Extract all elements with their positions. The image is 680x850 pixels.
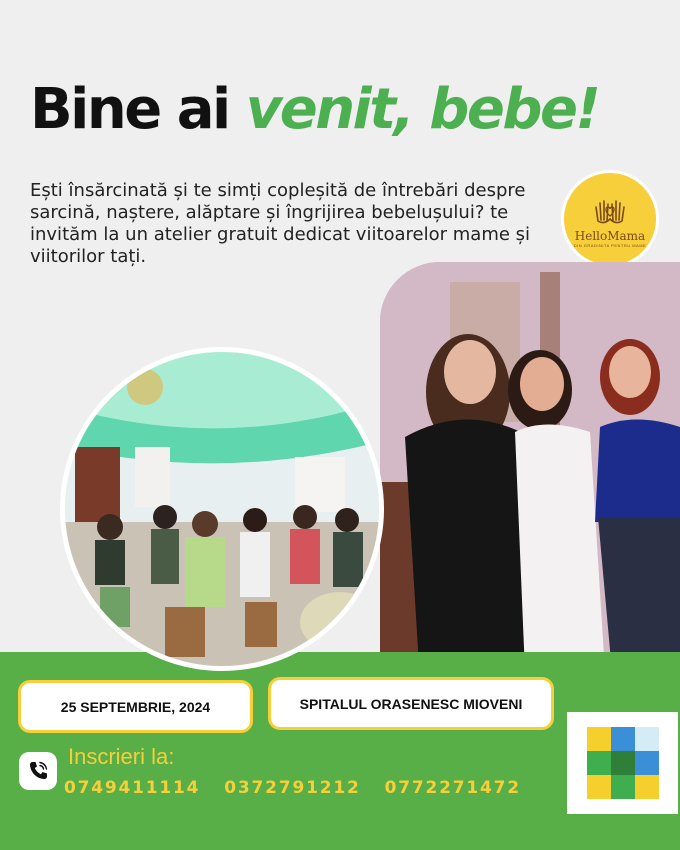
headline-part1: Bine ai bbox=[30, 77, 246, 142]
headline-part2: venit, bebe! bbox=[245, 77, 599, 142]
intro-text: Ești însărcinată și te simți copleșită de întrebări despre sarcină, naștere, alăptare și îngrijirea bebelușului? te invităm la un atelier gratuit dedicat viitoarelor mame și viitorilor tați. bbox=[30, 180, 531, 267]
phone-icon-graphic bbox=[26, 759, 50, 783]
hospital-cross-mark bbox=[587, 727, 659, 799]
workshop-audience-photo bbox=[60, 347, 384, 671]
workshop-audience-illustration bbox=[65, 352, 379, 666]
headline bbox=[30, 70, 670, 150]
event-location-pill bbox=[268, 677, 554, 730]
event-date-pill bbox=[18, 680, 253, 733]
event-location: SPITALUL ORASENESC MIOVENI bbox=[299, 695, 523, 712]
phone-number-3[interactable]: 0772271472 bbox=[384, 778, 521, 798]
hospital-logo bbox=[567, 712, 678, 814]
organizers-photo-illustration bbox=[380, 262, 680, 682]
phone-number-2[interactable]: 0372791212 bbox=[224, 778, 361, 798]
logo-tagline: DIN GRADINITA PENTRU MAME bbox=[573, 242, 647, 248]
phone-numbers bbox=[64, 778, 521, 798]
organizers-photo bbox=[380, 262, 680, 682]
hands-heart-icon bbox=[590, 195, 630, 227]
registration-label: Inscrieri la: bbox=[68, 744, 175, 769]
logo-name: HelloMama bbox=[574, 228, 646, 243]
phone-number-1[interactable]: 0749411114 bbox=[64, 778, 201, 798]
phone-icon bbox=[19, 752, 57, 790]
hellomama-logo bbox=[564, 173, 656, 265]
event-date: 25 SEPTEMBRIE, 2024 bbox=[60, 698, 211, 715]
